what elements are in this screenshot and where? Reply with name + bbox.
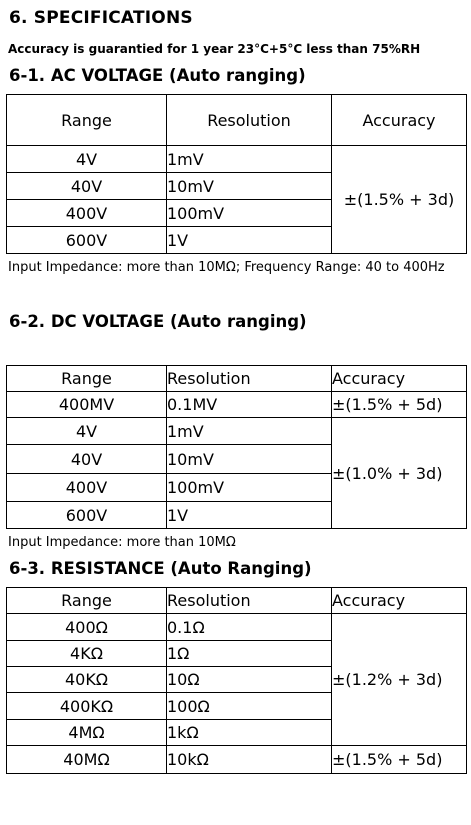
accuracy-cell: ±(1.0% + 3d) — [332, 418, 467, 529]
resolution-cell: 10mV — [167, 173, 332, 200]
range-cell: 4MΩ — [7, 720, 167, 746]
resolution-cell: 0.1MV — [167, 392, 332, 418]
resolution-cell: 1kΩ — [167, 720, 332, 746]
range-cell: 600V — [7, 502, 167, 529]
accuracy-cell: ±(1.2% + 3d) — [332, 614, 467, 746]
resolution-cell: 100Ω — [167, 693, 332, 720]
range-cell: 4KΩ — [7, 641, 167, 667]
header-range: Range — [7, 588, 167, 614]
table-header-row — [7, 95, 467, 146]
range-cell: 40V — [7, 173, 167, 200]
header-resolution: Resolution — [167, 366, 332, 392]
range-cell: 40KΩ — [7, 667, 167, 693]
range-cell: 4V — [7, 146, 167, 173]
resolution-cell: 1mV — [167, 418, 332, 445]
header-range: Range — [7, 95, 167, 146]
resolution-cell: 1mV — [167, 146, 332, 173]
dc-voltage-table — [6, 365, 467, 529]
table-row — [7, 146, 467, 173]
ac-voltage-title: 6-1. AC VOLTAGE (Auto ranging) — [9, 66, 306, 85]
range-cell: 4V — [7, 418, 167, 445]
resolution-cell: 100mV — [167, 200, 332, 227]
header-accuracy: Accuracy — [332, 366, 467, 392]
page-title: 6. SPECIFICATIONS — [9, 8, 193, 28]
range-cell: 400Ω — [7, 614, 167, 641]
dc-voltage-note: Input Impedance: more than 10MΩ — [8, 535, 236, 550]
table-header-row — [7, 588, 467, 614]
resolution-cell: 10kΩ — [167, 746, 332, 774]
accuracy-cell: ±(1.5% + 5d) — [332, 392, 467, 418]
resolution-cell: 10mV — [167, 445, 332, 474]
table-row — [7, 392, 467, 418]
accuracy-cell: ±(1.5% + 3d) — [332, 146, 467, 254]
table-row — [7, 746, 467, 774]
table-row — [7, 614, 467, 641]
ac-voltage-table — [6, 94, 467, 254]
resolution-cell: 0.1Ω — [167, 614, 332, 641]
table-header-row — [7, 366, 467, 392]
range-cell: 400KΩ — [7, 693, 167, 720]
accuracy-cell: ±(1.5% + 5d) — [332, 746, 467, 774]
range-cell: 400MV — [7, 392, 167, 418]
dc-voltage-title: 6-2. DC VOLTAGE (Auto ranging) — [9, 312, 307, 331]
header-resolution: Resolution — [167, 95, 332, 146]
range-cell: 40V — [7, 445, 167, 474]
resolution-cell: 10Ω — [167, 667, 332, 693]
range-cell: 400V — [7, 200, 167, 227]
ac-voltage-note: Input Impedance: more than 10MΩ; Frequency Range: 40 to 400Hz — [8, 260, 445, 275]
resolution-cell: 1V — [167, 227, 332, 254]
resistance-table — [6, 587, 467, 774]
header-accuracy: Accuracy — [332, 95, 467, 146]
header-range: Range — [7, 366, 167, 392]
accuracy-note: Accuracy is guarantied for 1 year 23°C+5°C less than 75%RH — [8, 42, 421, 56]
resolution-cell: 1V — [167, 502, 332, 529]
range-cell: 400V — [7, 474, 167, 502]
header-resolution: Resolution — [167, 588, 332, 614]
range-cell: 600V — [7, 227, 167, 254]
table-row — [7, 418, 467, 445]
resistance-title: 6-3. RESISTANCE (Auto Ranging) — [9, 559, 312, 578]
resolution-cell: 1Ω — [167, 641, 332, 667]
range-cell: 40MΩ — [7, 746, 167, 774]
header-accuracy: Accuracy — [332, 588, 467, 614]
resolution-cell: 100mV — [167, 474, 332, 502]
